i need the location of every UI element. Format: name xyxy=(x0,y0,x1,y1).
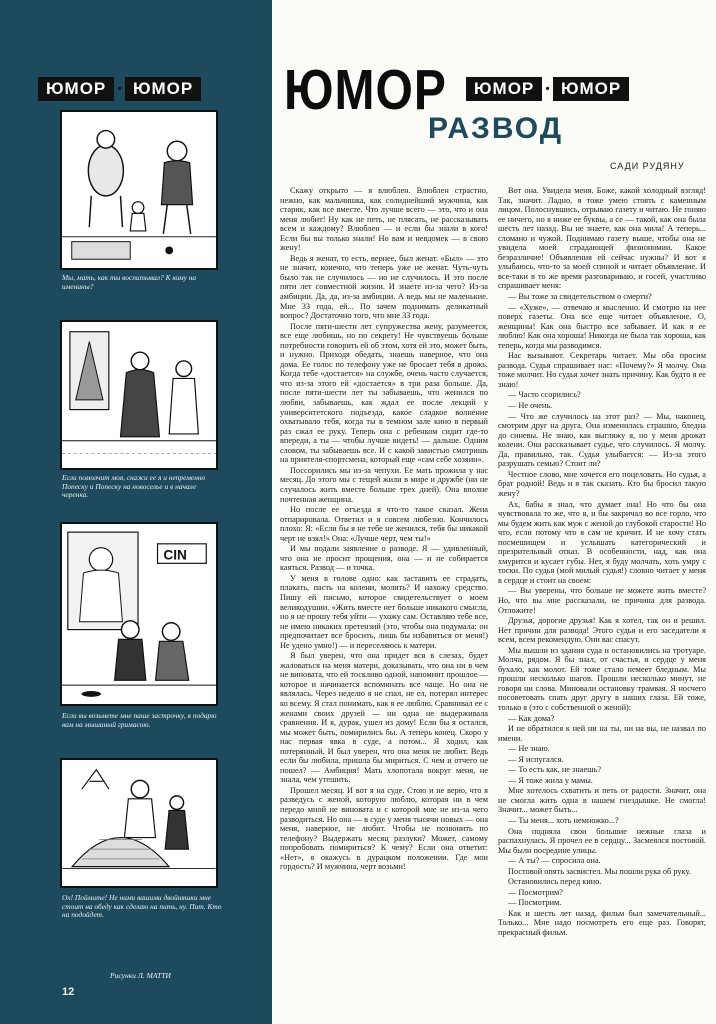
article-paragraph: — Я тоже жила у мамы. xyxy=(508,775,593,785)
page-number: 12 xyxy=(62,986,75,998)
cartoon-caption-4: Ох! Поймите! Не ними вашими двойняшки мне стоит на обеду как сделаю на пить, ну. Пит. Кто на подойдет. xyxy=(62,893,222,920)
cartoon-caption-2: Если помолчит моя, скажи ее я и непременно Попеску и Попеску на новоселье и в начале черенка. xyxy=(62,473,206,500)
cartoon-panel-3 xyxy=(60,522,218,706)
article-paragraph: Она подняла свои большие нежные глаза и распахнулась. Я прочел ее в сердцу... Засмеялся постовой. Мы были посредине улицы. xyxy=(498,826,706,855)
article-paragraph: Нас вызывают. Секретарь читает. Мы оба просим развода. Судья спрашивает нас: «Почему?» Я молчу. Она тоже молчит. Но судья хочет знать причину. Как будто я ее знаю! xyxy=(498,351,706,389)
kicker-separator: · xyxy=(116,77,123,100)
article-paragraph: Скажу открыто — я влюблен. Влюблен страстно, нежно, как мальчишка, как солиднейший мужчина, как старик, как все вместе. Что лучше всего — это, что и она меня любит! Ну как не петь, не плясать, не рассказывать всем и каждому? Влюблен — и если бы знали в кого! Если бы вы только знали! Но вам и невдомек — в свою жену! xyxy=(280,186,488,253)
kicker-label: ЮМОР xyxy=(466,77,542,101)
article-paragraph: — А ты? — спросила она. xyxy=(508,856,601,866)
kicker-big xyxy=(278,58,453,122)
illustration-credit: Рисунки Л. МАТТИ xyxy=(110,971,171,980)
article-paragraph: Постовой опять засвистел. Мы пошли рука об руку. xyxy=(508,866,691,876)
article-paragraph: Остановились перед кино. xyxy=(508,877,602,887)
article-paragraph: Прошел месяц. И вот я на суде. Стою и не верю, что я разведусь с женой, которую люблю, которая ни в чем передо мной не виновата и с которой мне не из-за чего разводиться. Но она — в суде у меня тысячи новых — она меня, наверное, не любит. Чтобы не позвонить по телефону? Выдержать месяц разлуки? Может, самому попробовать помириться? К чему? Если она ответит: «Нет», я окажусь в дурацком положении. Где мои гордость? И мужчина, черт возьми! xyxy=(280,785,488,872)
article-paragraph: — Не очень. xyxy=(508,401,553,411)
article-paragraph: У меня в голове одно: как заставить ее страдать, плакать, пасть на колени, молить? И нахожу средство. Пишу ей письмо, которое свидетельствует о моем великодушии. «Жить вместе нет больше никакого смысла, но я не прошу тебя уйти — ухожу сам. Оставляю тебе все, не имею никаких претензий (это, чтобы она подумала: он предпочитает все бросить, лишь бы избавиться от меня!) Не удено умно!) — и переселяюсь к матери. xyxy=(280,573,488,650)
article-paragraph: — Как дома? xyxy=(508,713,555,723)
article-paragraph: И мы подали заявление о разводе. Я — удивленный, что она не просит прощения, она — и не собирается каяться. Развод — и точка. xyxy=(280,544,488,573)
kicker-strip-left xyxy=(38,76,205,102)
cartoon-illustration-2 xyxy=(62,322,216,468)
article-paragraph: — То есть как, не знаешь? xyxy=(508,765,601,775)
article-paragraph: Но после ее отъезда я что-то такое сказал. Жена отпарировала. Ответил и я совсем любезно. Кончилось плохо: Я: «Если бы я не тебе не женился, тебя бы никакой черт не взял!» Она: «Лучше черт, чем ты!» xyxy=(280,505,488,543)
cartoon-illustration-4 xyxy=(62,760,216,886)
article-paragraph: — Посмотрим? xyxy=(508,887,563,897)
kicker-separator: · xyxy=(544,77,551,100)
kicker-big-label: ЮМОР xyxy=(284,58,447,122)
article-paragraph: Друзья, дорогие друзья! Как я хотел, так он и решил. Нет причин для развода! Этого судья и его заседатели я всем, всем рекомендую. Они вас спасут. xyxy=(498,616,706,645)
kicker-label: ЮМОР xyxy=(38,77,114,101)
kicker-strip-right xyxy=(466,76,633,102)
article-paragraph: Честное слово, мне хочется его поцеловать. Но судья, а брат родной! Ведь и я так сказать. Кто бы бросил такую жену? xyxy=(498,469,706,498)
kicker-label: ЮМОР xyxy=(553,77,629,101)
article-paragraph: Мне хотелось схватить и петь от радости. Значит, она не смогла жить одна в нашем гнездышке. Не смогла! Значит... может быть... xyxy=(498,786,706,815)
cartoon-caption-1: Мы, мать, как ты воспитывал? К кому на именины? xyxy=(62,273,197,291)
cartoon-illustration-1 xyxy=(62,112,216,268)
article-paragraph: — «Хуже», — отвечаю я мысленно. И смотрю на нее поверх газеты. Она все еще читает объявление. О, женщины! Как она быстро все забывает. И как я ее люблю! Как она хороша! Никогда не была так хороша, как теперь, когда мы разводимся. xyxy=(498,302,706,350)
article-paragraph: Как и шесть лет назад, фильм был замечательный... Только... Мне надо посмотреть его еще раз. Говорят, прекрасный фильм. xyxy=(498,908,706,938)
article-author: САДИ РУДЯНУ xyxy=(610,161,685,171)
cartoon-caption-3: Если вы возьмете мне паше застрочку, я подарю вам на мышиный гримасою. xyxy=(62,711,217,729)
article-paragraph: — Я испугался. xyxy=(508,754,564,764)
article-paragraph: Ведь я женат, то есть, вернее, был женат. «Был» — это не значит, конечно, что теперь уже не женат. Чуть-чуть было так не случилось — но не случилось. И это после пяти лет совместной жизни. И знаете из-за чего? Из-за амбиции. Да, да, из-за амбиции. А ведь мы не маленькие. Мне 33 года, ей... По зачем поднимать деликатный вопрос? Достаточно того, что мне 33 года. xyxy=(280,253,488,321)
article-title: РАЗВОД xyxy=(428,112,564,145)
svg-text:CIN: CIN xyxy=(163,547,187,563)
article-paragraph: — Ты меня... хоть немножко...? xyxy=(508,816,619,825)
article-body xyxy=(498,186,706,938)
kicker-label: ЮМОР xyxy=(125,77,201,101)
cartoon-panel-2 xyxy=(60,320,218,470)
article-paragraph: — Посмотрим. xyxy=(508,898,562,908)
article-paragraph: Поссорились мы из-за чепухи. Ее мать прожила у нас месяц. До этого мы с тещей жили в мире и дружбе (ни не случалось жить вместе больше трех дней). Она вполне почтенная женщина. xyxy=(280,465,488,504)
cartoon-panel-4 xyxy=(60,758,218,888)
article-body xyxy=(280,186,488,872)
cartoon-panel-1 xyxy=(60,110,218,270)
article-paragraph: — Не знаю. xyxy=(508,744,550,754)
article-paragraph: Мы вышли из здания суда и остановились на тротуаре. Молча, рядом. Я бы знал, от счастья, и сердце у меня бухало, как молот. Ей тоже стало немеет бледным. Мы прошли несколько шагов. Прошли несколько минут, не говоря ни слова. Миновали остановку трамвая. Я носчего посоветовать спать друг другу в наших глаза. Ей тоже, только я (это с собственной о женой): xyxy=(498,645,706,712)
article-paragraph: Ах, бабы я знал, что думает она! Но что бы она чувствовала то же, что я, и бы закричал во все горло, что мы будем жить как муж с женой до глубокой старости! Но что, если потому что я сам не кричит. И не хочу стать посмешищем и услышать категорический и презрительный отказ. В особенности, над, как она хмурится и кусает губы. Нет, я буду молчать, хоть умру с тоски. По судья (мой милый судья!) словно читает у меня в сердце и стоит на своем: xyxy=(498,499,706,585)
article-paragraph: Я был уверен, что она придет вся в слезах, будет жаловаться на меня матери, доказывать, что она ни в чем не виновата, что ей тоскливо одной, напомнит прошлое — которое и начинается вспоминать все чаще. Но она не являлась. Через неделю я не спал, не ел, потерял интерес ко всему. Я стал понимать, как я ее люблю. Сравнивал ее с женами своих друзей — ни одна не выдерживала сравнения. И я, дурак, ушел из дому! Если бы я остался, мы может быть, помирились бы. А теперь конец. Скоро у нас первая явка в суде, а потом... Я ходил, как потерянный. И был уверен, что она меня не любит. Ведь если бы любила, пришла бы мириться. С чем и отчего не пошел? — Амбиция! Мать хлопотала вокруг меня, не знала, чем утешить. xyxy=(280,651,488,785)
article-column-1 xyxy=(280,186,488,1002)
article-paragraph: — Вы тоже за свидетельством о смерти? xyxy=(508,292,652,302)
article-column-2 xyxy=(498,186,706,1002)
article-paragraph: — Вы уверены, что больше не можете жить вместе? Но, что вы мне рассказали, не причина для развода. Отложите! xyxy=(498,586,706,615)
article-paragraph: Вот она. Увидела меня. Боже, какой холодный взгляд! Так, значит. Ладно, я тоже умею стоять с каменным лицом. Полоснувшись, отрываю газету и читаю. Не гоняю ее ничего, но я ниже ее буквы, а се — такой, как она была шесть лет назад. Вы не знаете, как она мила! А теперь... сломано и чужой. Поднимаю газету выше, чтобы она не увидела моей страдающей физиономии. Какое безразличие! Объявления ей сейчас нужны? И вот я улыбаюсь, что-то за моей спиной и читает объявление. И все-таки в то же время разговариваю, и госей, участливо спрашивает меня: xyxy=(498,186,706,291)
article-paragraph: После пяти-шести лет супружества жену, разумеется, все еще любишь, но по секрету! Не чувствуешь больше потребности говорить ей об этом, хотя ей это, может быть, и нужно. Приходя обедать, знаешь наверное, что она дома. Ее голос по телефону уже не бросает тебя в дрожь. Когда тебе «достается» на службе, очень часто случается, что из-за этого ей «достается» в три раза больше. Да, после пяти-шести лет ты забываешь, что женился по любви, забываешь, как ждал ее после лекций у университетского подъезда, какое сладкое волнение охватывало тебя, когда ты в темном зале кино в первый раз сжал ее руку. Теперь она с ребенком сидит где-то впереди, а ты — чтобы лучше видеть! — дальше. Одним словом, ты забываешь все. И с какой завистью смотришь на приятеля-спортсмена, который еще «сам себе хозяин». xyxy=(280,321,488,465)
article-paragraph: — Часто ссорились? xyxy=(508,390,581,400)
article-paragraph: И не обратился к ней ни на ты, ни на вы, не назвал по имени. xyxy=(498,724,706,743)
article-paragraph: — Что же случилось на этот раз? — Мы, наконец, смотрим друг на друга. Она изменилась страшно, бледна до синевы. Не знаю, как выгляжу я, но у меня дрожат колени. Она рассказывает судье, что случилось. Я молчу. Да, правильно, так. Судья улыбается: — Из-за этого разрушать семью? Стоит ли? xyxy=(498,411,706,469)
cartoon-illustration-3 xyxy=(62,524,216,704)
